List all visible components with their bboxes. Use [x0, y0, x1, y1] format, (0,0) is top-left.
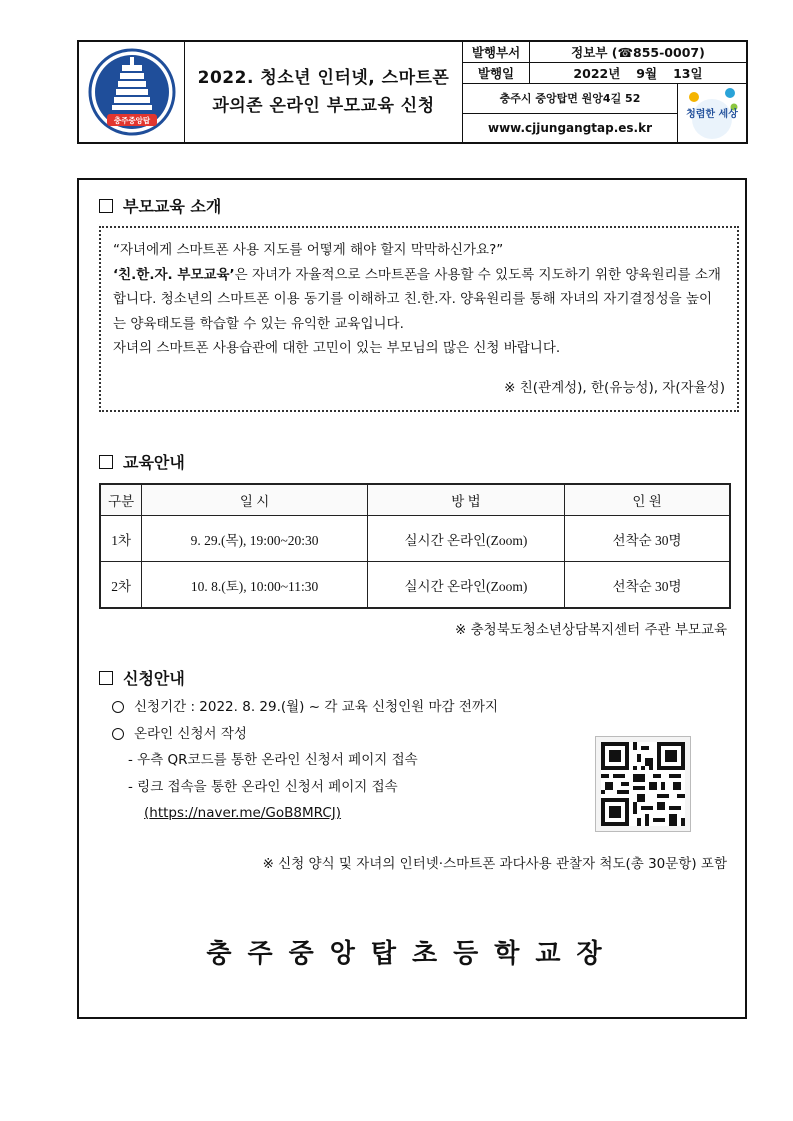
qr-code-icon: [601, 742, 685, 826]
dept-value: 정보부 (☎855-0007): [571, 45, 705, 60]
apply-list: [112, 694, 498, 827]
date-day: 13일: [673, 66, 703, 81]
date-value: [530, 63, 746, 83]
table-header-row: [100, 484, 730, 516]
table-cell: 9. 29.(목), 19:00~20:30: [142, 516, 367, 562]
dept-label: 발행부서: [463, 42, 530, 62]
school-address: 충주시 중앙탑면 원앙4길 52: [463, 84, 677, 114]
integrity-emblem: [678, 84, 746, 142]
table-row: [100, 562, 730, 609]
intro-quote: “자녀에게 스마트폰 사용 지도를 어떻게 해야 할지 막막하신가요?”: [113, 242, 504, 258]
apply-online: [112, 721, 498, 748]
header-meta: [463, 42, 746, 142]
schedule-note: ※ 충청북도청소년상담복지센터 주관 부모교육: [455, 622, 727, 638]
intro-heading-text: 부모교육 소개: [123, 197, 222, 216]
emblem-text: 청렴한 세상: [686, 109, 738, 120]
logo-text: 충주중앙탑: [113, 116, 150, 125]
square-bullet-icon: [99, 455, 113, 469]
date-row: [463, 63, 746, 84]
principal-signature: 충주중앙탑초등학교장: [206, 939, 618, 969]
title-line-1: 2022. 청소년 인터넷, 스마트폰: [197, 68, 450, 88]
apply-note: ※ 신청 양식 및 자녀의 인터넷·스마트폰 과다사용 관찰자 척도(총 30문항) 포함: [262, 856, 727, 872]
newsletter-header: [77, 40, 748, 144]
apply-period: [112, 694, 498, 721]
dept-row: [463, 42, 746, 63]
header-bottom: [463, 84, 746, 142]
date-month: 9월: [636, 66, 658, 81]
table-cell: 실시간 온라인(Zoom): [367, 562, 564, 609]
pagoda-logo-icon: [87, 47, 177, 137]
table-cell: 1차: [100, 516, 142, 562]
apply-link[interactable]: (https://naver.me/GoB8MRCJ): [144, 805, 342, 821]
intro-body: [113, 263, 725, 337]
intro-text-1: 은 자녀가 자율적으로 스마트폰을 사용할 수 있도록 지도하기 위한 양육원리를 소개합니다. 청소년의 스마트폰 이용 동기를 이해하고 친.한.자. 양육원리를 통해 자녀의 자기결정성을 높이는 양육태도를 학습할 수 있는 유익한 교육입니다.: [113, 266, 721, 332]
circle-bullet-icon: [112, 728, 124, 740]
table-row: [100, 516, 730, 562]
table-cell: 선착순 30명: [565, 562, 730, 609]
school-url[interactable]: www.cjjungangtap.es.kr: [487, 120, 652, 135]
table-cell: 10. 8.(토), 10:00~11:30: [142, 562, 367, 609]
apply-period-text: 신청기간 : 2022. 8. 29.(월) ~ 각 교육 신청인원 마감 전까지: [134, 699, 499, 715]
intro-box: [99, 226, 739, 412]
apply-qr-item: - 우측 QR코드를 통한 온라인 신청서 페이지 접속: [128, 752, 418, 768]
integrity-emblem-icon: [682, 85, 742, 141]
schedule-heading-text: 교육안내: [123, 453, 185, 472]
table-cell: 실시간 온라인(Zoom): [367, 516, 564, 562]
qr-code[interactable]: [595, 736, 691, 832]
table-cell: 2차: [100, 562, 142, 609]
date-label: 발행일: [463, 63, 530, 83]
intro-highlight: ‘친.한.자. 부모교육’: [113, 266, 235, 283]
contact-block: [463, 84, 678, 142]
table-cell: 선착순 30명: [565, 516, 730, 562]
schedule-heading: [99, 450, 185, 473]
intro-note: ※ 친(관계성), 한(유능성), 자(자율성): [504, 379, 725, 396]
circle-bullet-icon: [112, 701, 124, 713]
school-logo: [79, 42, 185, 142]
intro-text-2: 자녀의 스마트폰 사용습관에 대한 고민이 있는 부모님의 많은 신청 바랍니다.: [113, 340, 561, 356]
square-bullet-icon: [99, 199, 113, 213]
schedule-table: [99, 483, 731, 609]
apply-heading: [99, 666, 185, 689]
column-header: 인 원: [565, 484, 730, 516]
apply-link-item: - 링크 접속을 통한 온라인 신청서 페이지 접속: [128, 778, 398, 795]
date-year: 2022년: [573, 66, 621, 81]
apply-link-url[interactable]: https://naver.me/GoB8MRCJ: [149, 805, 336, 821]
main-content: [77, 178, 747, 1019]
apply-heading-text: 신청안내: [123, 669, 185, 688]
square-bullet-icon: [99, 671, 113, 685]
title-line-2: 과의존 온라인 부모교육 신청: [212, 96, 435, 116]
intro-heading: [99, 194, 221, 217]
column-header: 구분: [100, 484, 142, 516]
newsletter-title: [185, 42, 463, 142]
column-header: 일 시: [142, 484, 367, 516]
apply-online-text: 온라인 신청서 작성: [134, 725, 247, 742]
column-header: 방 법: [367, 484, 564, 516]
